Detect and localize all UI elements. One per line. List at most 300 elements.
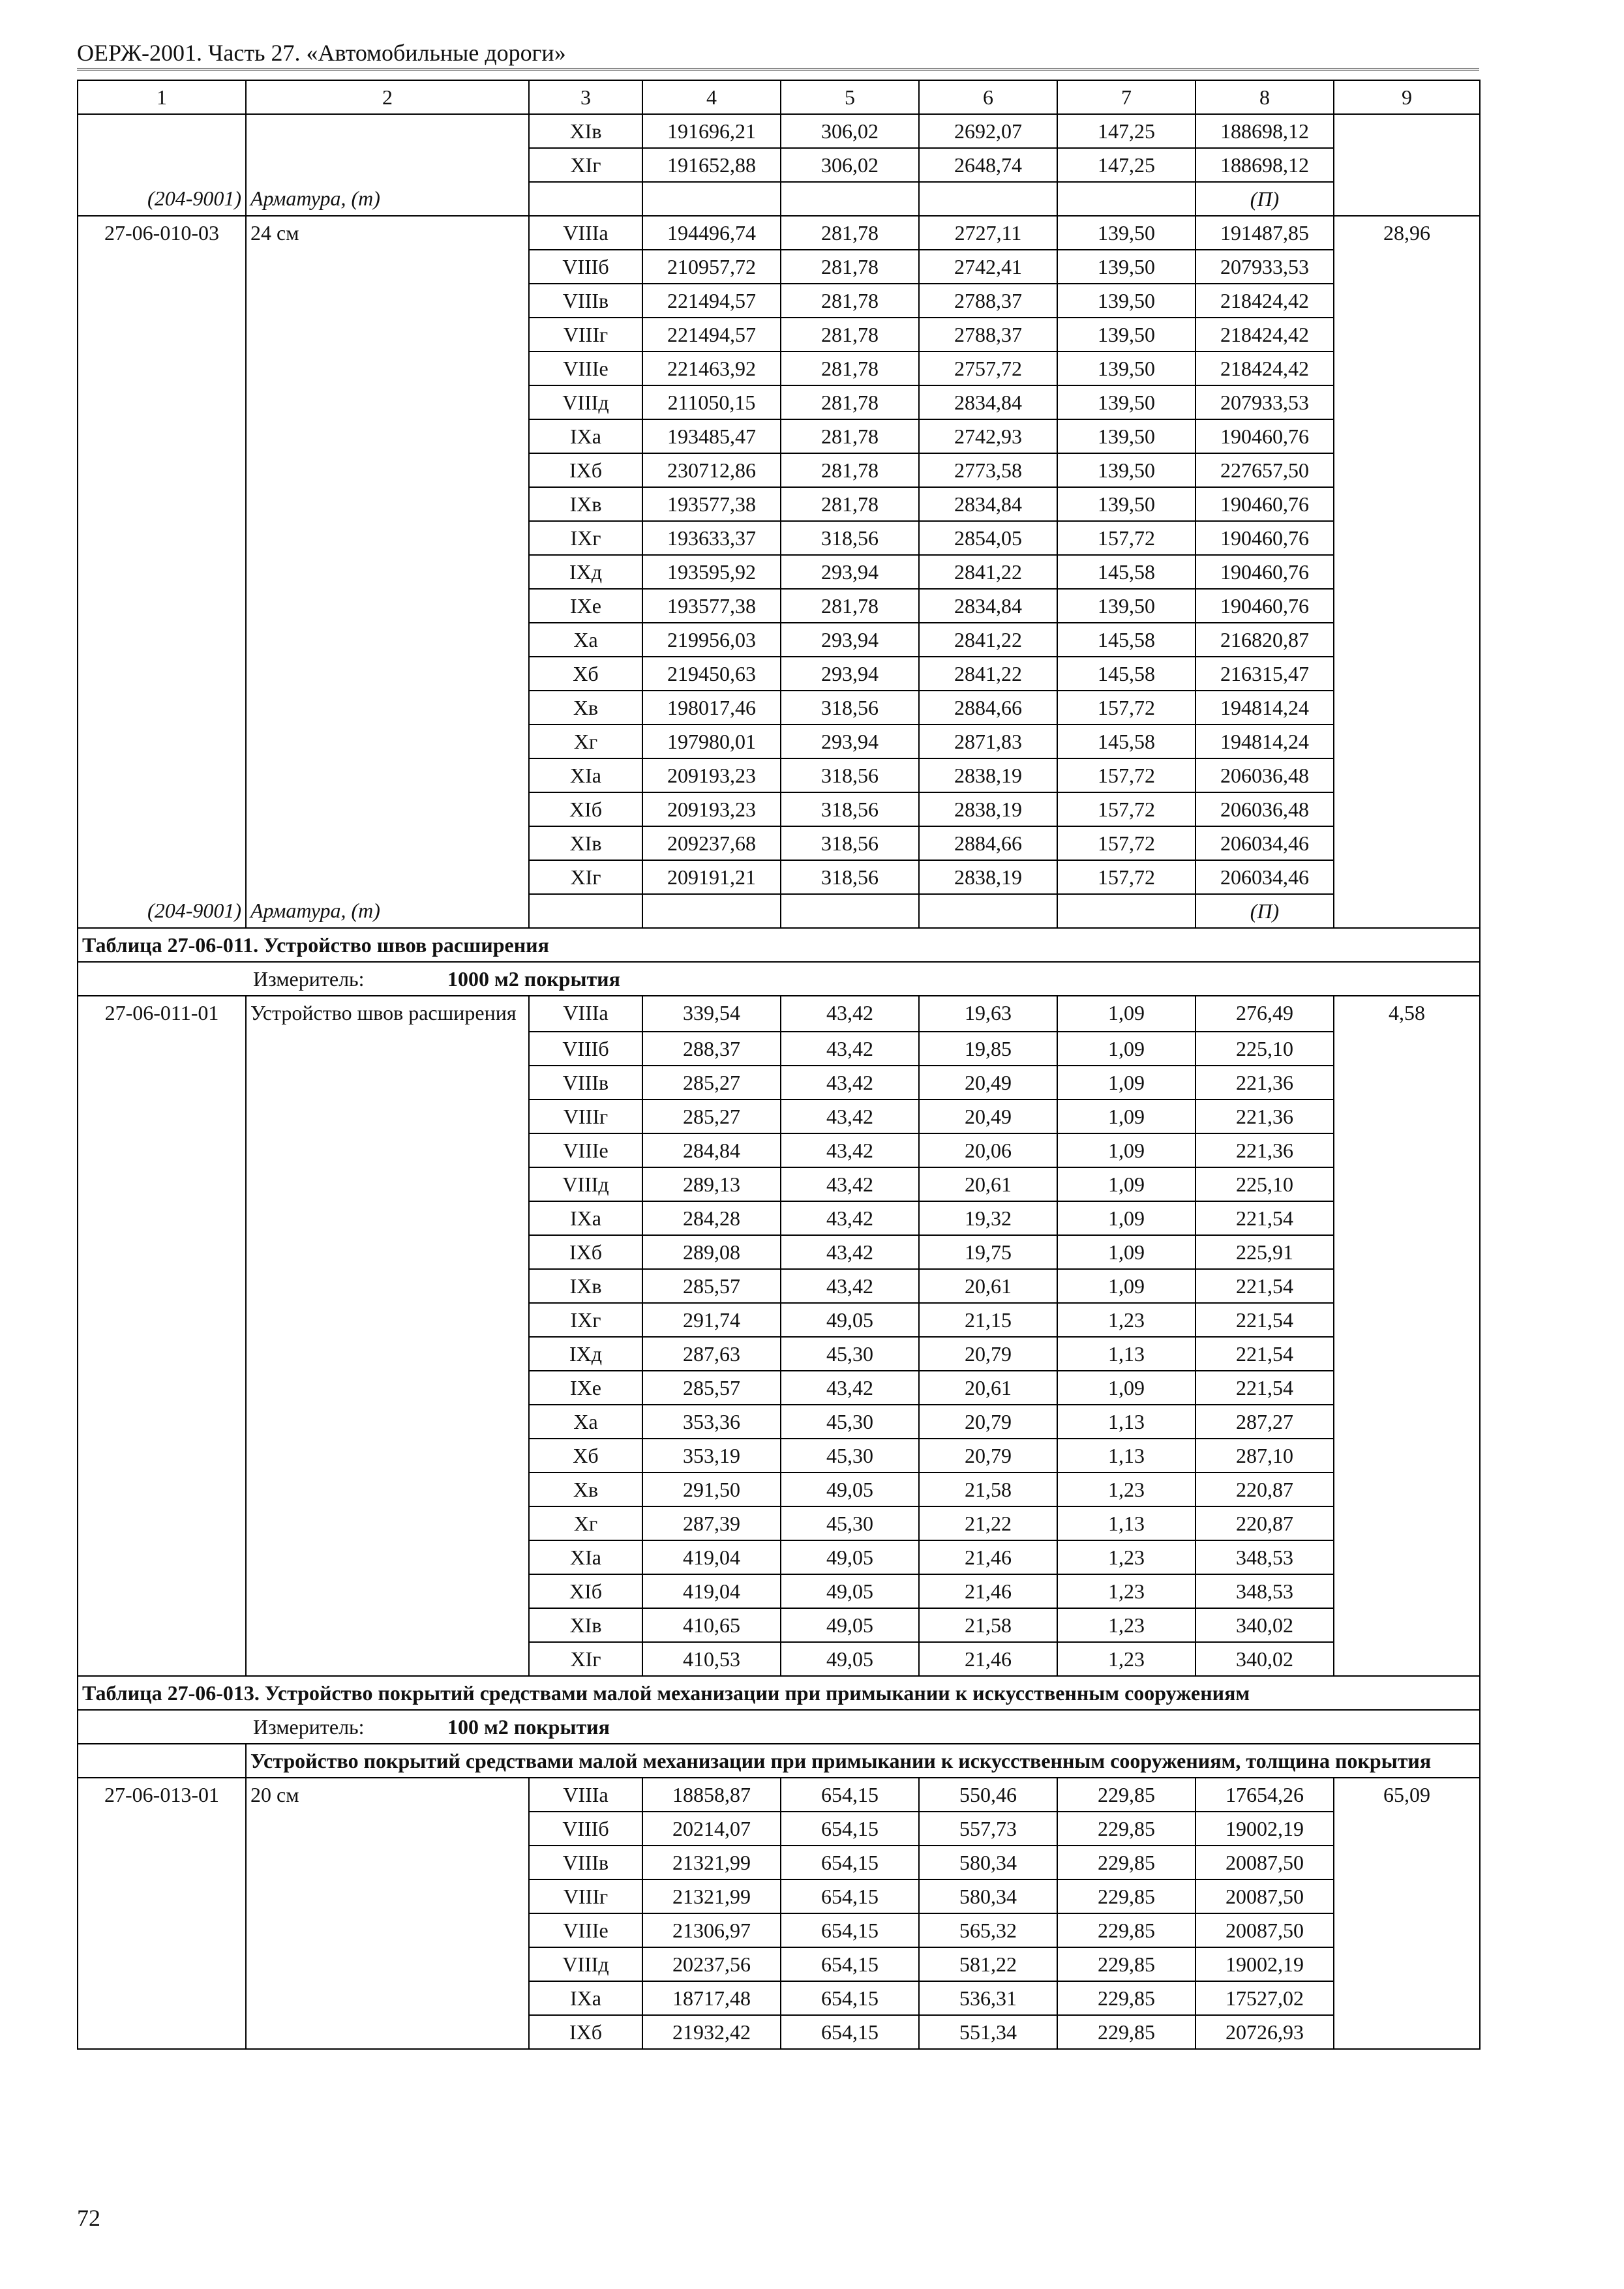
rate-code-cell [78,555,246,589]
mass-cell [1334,1167,1480,1201]
measure-row [78,1710,1480,1744]
value-cell: 193485,47 [642,419,781,453]
value-cell: 285,57 [642,1269,781,1303]
rate-desc-cell [246,1405,529,1439]
value-cell: 293,94 [781,725,919,758]
measure-value: 1000 м2 покрытия [447,967,620,991]
value-cell: 218424,42 [1195,352,1334,385]
zone-cell: XIг [529,860,642,894]
mass-cell [1334,1371,1480,1405]
page-number: 72 [77,2205,100,2231]
value-cell: 21,22 [919,1506,1057,1540]
measure-label: Измеритель: [253,967,365,991]
value-cell: 19002,19 [1195,1947,1334,1981]
value-cell: 2773,58 [919,453,1057,487]
value-cell: 229,85 [1057,2015,1195,2049]
value-cell: 45,30 [781,1337,919,1371]
value-cell: 221,36 [1195,1066,1334,1100]
table-row [78,758,1480,792]
value-cell: 2871,83 [919,725,1057,758]
value-cell: 557,73 [919,1812,1057,1846]
value-cell: 276,49 [1195,996,1334,1032]
value-cell: 209237,68 [642,826,781,860]
material-code: (204-9001) [78,182,246,216]
zone-cell: IXг [529,521,642,555]
mass-cell [1334,1405,1480,1439]
table-row [78,1879,1480,1913]
value-cell: 20,61 [919,1167,1057,1201]
zone-cell: Xа [529,623,642,657]
value-cell: 21,58 [919,1473,1057,1506]
column-number: 5 [781,80,919,114]
rate-code-cell [78,521,246,555]
value-cell: 229,85 [1057,1981,1195,2015]
value-cell: 1,13 [1057,1506,1195,1540]
rate-code-cell [78,1405,246,1439]
value-cell: 281,78 [781,589,919,623]
rate-code-cell [78,1642,246,1676]
empty-cell [529,182,642,216]
rate-desc-cell [246,1879,529,1913]
rate-code-cell [78,691,246,725]
mass-cell [1334,1608,1480,1642]
value-cell: 348,53 [1195,1540,1334,1574]
table-title: Таблица 27-06-013. Устройство покрытий средствами малой механизации при примыкании к искусственным сооружениям [78,1676,1480,1710]
rate-desc-cell [246,1947,529,1981]
rate-desc-cell [246,250,529,284]
value-cell: 43,42 [781,996,919,1032]
value-cell: 221494,57 [642,318,781,352]
value-cell: 139,50 [1057,284,1195,318]
value-cell: 2788,37 [919,318,1057,352]
value-cell: 284,28 [642,1201,781,1235]
rate-code-cell [78,318,246,352]
value-cell: 216315,47 [1195,657,1334,691]
mass-cell: 4,58 [1334,996,1480,1032]
table-row [78,1133,1480,1167]
mass-cell [1334,453,1480,487]
value-cell: 1,13 [1057,1439,1195,1473]
rate-code-cell [78,1201,246,1235]
table-row [78,792,1480,826]
rate-code-cell: 27-06-011-01 [78,996,246,1032]
value-cell: 2838,19 [919,792,1057,826]
value-cell: 227657,50 [1195,453,1334,487]
rate-code-cell [78,1540,246,1574]
value-cell: 43,42 [781,1167,919,1201]
table-row [78,385,1480,419]
header-rule [77,68,1479,70]
table-row [78,623,1480,657]
value-cell: 45,30 [781,1506,919,1540]
zone-cell: VIIIе [529,1913,642,1947]
value-cell: 145,58 [1057,623,1195,657]
zone-cell: VIIIг [529,318,642,352]
column-number: 7 [1057,80,1195,114]
mass-cell [1334,758,1480,792]
value-cell: 654,15 [781,2015,919,2049]
rate-code-cell [78,1608,246,1642]
zone-cell: VIIIа [529,996,642,1032]
mass-cell [1334,1133,1480,1167]
empty-cell [919,182,1057,216]
column-number: 6 [919,80,1057,114]
rate-desc-cell [246,1201,529,1235]
rate-code-cell [78,284,246,318]
value-cell: 145,58 [1057,555,1195,589]
value-cell: 21321,99 [642,1846,781,1879]
rate-desc-cell [246,1981,529,2015]
rate-desc-cell [246,1608,529,1642]
mass-cell [1334,1269,1480,1303]
value-cell: 285,27 [642,1066,781,1100]
value-cell: 1,09 [1057,1100,1195,1133]
mass-cell: 65,09 [1334,1778,1480,1812]
mass-cell [1334,1642,1480,1676]
value-cell: 20214,07 [642,1812,781,1846]
zone-cell: XIб [529,792,642,826]
value-cell: 20,61 [919,1371,1057,1405]
rate-code-cell [78,657,246,691]
rate-desc-cell [246,1540,529,1574]
value-cell: 206036,48 [1195,792,1334,826]
material-code: (204-9001) [78,894,246,928]
value-cell: 45,30 [781,1405,919,1439]
value-cell: 2841,22 [919,555,1057,589]
rate-code-cell [78,1879,246,1913]
value-cell: 20087,50 [1195,1846,1334,1879]
material-row [78,894,1480,928]
value-cell: 18858,87 [642,1778,781,1812]
value-cell: 20,61 [919,1269,1057,1303]
zone-cell: IXд [529,1337,642,1371]
column-number: 8 [1195,80,1334,114]
value-cell: 225,10 [1195,1032,1334,1066]
material-desc: Арматура, (т) [246,182,529,216]
mass-cell [1334,555,1480,589]
value-cell: 281,78 [781,453,919,487]
value-cell: 318,56 [781,860,919,894]
value-cell: 218424,42 [1195,318,1334,352]
rate-code-cell [78,487,246,521]
rate-desc-cell [246,1032,529,1066]
mass-cell [1334,2015,1480,2049]
rate-desc-cell [246,1303,529,1337]
mass-cell [1334,1473,1480,1506]
table-row [78,589,1480,623]
table-row [78,419,1480,453]
value-cell: 318,56 [781,691,919,725]
material-mark: (П) [1195,894,1334,928]
table-title-row [78,1676,1480,1710]
rate-code-cell [78,1439,246,1473]
value-cell: 216820,87 [1195,623,1334,657]
rate-desc-cell [246,792,529,826]
table-title: Таблица 27-06-011. Устройство швов расширения [78,928,1480,962]
zone-cell: VIIIг [529,1100,642,1133]
value-cell: 353,19 [642,1439,781,1473]
value-cell: 289,13 [642,1167,781,1201]
value-cell: 2841,22 [919,623,1057,657]
value-cell: 194814,24 [1195,725,1334,758]
value-cell: 43,42 [781,1269,919,1303]
value-cell: 2727,11 [919,216,1057,250]
rate-desc-cell [246,1066,529,1100]
rate-desc-cell [246,1269,529,1303]
value-cell: 654,15 [781,1981,919,2015]
rate-desc-cell [246,589,529,623]
rate-desc-cell [246,725,529,758]
table-row [78,114,1480,148]
zone-cell: IXа [529,419,642,453]
table-row [78,1100,1480,1133]
zone-cell: VIIIд [529,1167,642,1201]
value-cell: 1,09 [1057,1032,1195,1066]
table-row [78,1778,1480,1812]
mass-cell [1334,1066,1480,1100]
value-cell: 206036,48 [1195,758,1334,792]
empty-cell [1057,182,1195,216]
mass-cell [1334,250,1480,284]
value-cell: 293,94 [781,623,919,657]
table-row [78,1066,1480,1100]
zone-cell: IXб [529,2015,642,2049]
value-cell: 225,10 [1195,1167,1334,1201]
page-header [77,38,1479,70]
value-cell: 139,50 [1057,487,1195,521]
rate-desc-cell [246,284,529,318]
value-cell: 209193,23 [642,792,781,826]
table-row [78,1812,1480,1846]
zone-cell: Xг [529,1506,642,1540]
table-row [78,521,1480,555]
rate-code-cell [78,758,246,792]
value-cell: 318,56 [781,521,919,555]
table-row [78,1913,1480,1947]
zone-cell: IXб [529,453,642,487]
value-cell: 229,85 [1057,1846,1195,1879]
mass-cell [1334,1337,1480,1371]
value-cell: 139,50 [1057,589,1195,623]
rate-desc-cell [246,419,529,453]
value-cell: 291,74 [642,1303,781,1337]
rate-code-cell [78,1032,246,1066]
mass-cell [1334,1846,1480,1879]
value-cell: 219450,63 [642,657,781,691]
zone-cell: XIа [529,758,642,792]
value-cell: 293,94 [781,657,919,691]
rate-desc-cell [246,453,529,487]
value-cell: 17654,26 [1195,1778,1334,1812]
value-cell: 281,78 [781,385,919,419]
table-row [78,1269,1480,1303]
zone-cell: Xб [529,657,642,691]
table-row [78,996,1480,1032]
table-row [78,1201,1480,1235]
value-cell: 287,39 [642,1506,781,1540]
table-row [78,2015,1480,2049]
value-cell: 1,23 [1057,1473,1195,1506]
value-cell: 20087,50 [1195,1913,1334,1947]
value-cell: 2742,93 [919,419,1057,453]
value-cell: 419,04 [642,1540,781,1574]
table-row [78,555,1480,589]
rate-code-cell [78,1269,246,1303]
table-row [78,487,1480,521]
rate-desc-cell [246,114,529,148]
rate-code-cell [78,1337,246,1371]
table-row [78,1506,1480,1540]
mass-cell [1334,148,1480,182]
value-cell: 229,85 [1057,1879,1195,1913]
table-row [78,453,1480,487]
mass-cell [1334,1913,1480,1947]
empty-cell [642,894,781,928]
rate-desc-cell [246,521,529,555]
table-row [78,1642,1480,1676]
value-cell: 21306,97 [642,1913,781,1947]
zone-cell: IXв [529,1269,642,1303]
zone-cell: VIIIб [529,250,642,284]
table-row [78,691,1480,725]
value-cell: 536,31 [919,1981,1057,2015]
value-cell: 218424,42 [1195,284,1334,318]
rate-code-cell [78,385,246,419]
empty-cell [781,894,919,928]
column-number: 3 [529,80,642,114]
zone-cell: VIIIе [529,1133,642,1167]
rate-desc-cell [246,555,529,589]
empty-cell [529,894,642,928]
rate-desc-cell [246,148,529,182]
rate-code-cell [78,1167,246,1201]
value-cell: 1,09 [1057,1201,1195,1235]
value-cell: 219956,03 [642,623,781,657]
value-cell: 221,54 [1195,1269,1334,1303]
value-cell: 19,75 [919,1235,1057,1269]
value-cell: 551,34 [919,2015,1057,2049]
value-cell: 157,72 [1057,826,1195,860]
zone-cell: VIIIг [529,1879,642,1913]
zone-cell: VIIIд [529,385,642,419]
value-cell: 157,72 [1057,860,1195,894]
value-cell: 20,79 [919,1337,1057,1371]
value-cell: 20,79 [919,1405,1057,1439]
table-row [78,1167,1480,1201]
value-cell: 281,78 [781,419,919,453]
table-row [78,725,1480,758]
value-cell: 145,58 [1057,657,1195,691]
header-title: ОЕРЖ-2001. Часть 27. «Автомобильные дороги» [77,40,566,66]
mass-cell: 28,96 [1334,216,1480,250]
value-cell: 220,87 [1195,1506,1334,1540]
zone-cell: IXе [529,589,642,623]
zone-cell: IXа [529,1981,642,2015]
value-cell: 410,65 [642,1608,781,1642]
value-cell: 193595,92 [642,555,781,589]
value-cell: 211050,15 [642,385,781,419]
mass-cell [1334,318,1480,352]
zone-cell: VIIIб [529,1032,642,1066]
value-cell: 157,72 [1057,691,1195,725]
mass-cell [1334,1574,1480,1608]
rate-desc-cell [246,385,529,419]
zone-cell: XIв [529,1608,642,1642]
value-cell: 43,42 [781,1066,919,1100]
zone-cell: IXа [529,1201,642,1235]
rate-code-cell [78,589,246,623]
value-cell: 287,63 [642,1337,781,1371]
value-cell: 348,53 [1195,1574,1334,1608]
value-cell: 221,54 [1195,1201,1334,1235]
value-cell: 43,42 [781,1032,919,1066]
value-cell: 157,72 [1057,792,1195,826]
rate-code-cell [78,826,246,860]
table-row [78,1337,1480,1371]
table-note: Устройство покрытий средствами малой механизации при примыкании к искусственным сооружениям, толщина покрытия [246,1744,1480,1778]
table-row [78,1405,1480,1439]
value-cell: 49,05 [781,1574,919,1608]
rate-desc-cell [246,1506,529,1540]
zone-cell: VIIIа [529,1778,642,1812]
value-cell: 147,25 [1057,114,1195,148]
value-cell: 193577,38 [642,487,781,521]
value-cell: 49,05 [781,1303,919,1337]
value-cell: 287,10 [1195,1439,1334,1473]
rate-desc-cell [246,1371,529,1405]
column-number: 9 [1334,80,1480,114]
value-cell: 139,50 [1057,453,1195,487]
zone-cell: VIIIд [529,1947,642,1981]
zone-cell: XIб [529,1574,642,1608]
measure-value: 100 м2 покрытия [447,1715,610,1739]
value-cell: 206034,46 [1195,826,1334,860]
mass-cell [1334,725,1480,758]
value-cell: 229,85 [1057,1778,1195,1812]
value-cell: 188698,12 [1195,148,1334,182]
rate-code-cell [78,114,246,148]
rate-desc-cell [246,657,529,691]
value-cell: 139,50 [1057,318,1195,352]
rate-desc-cell [246,1913,529,1947]
value-cell: 291,50 [642,1473,781,1506]
mass-cell [1334,487,1480,521]
value-cell: 20,06 [919,1133,1057,1167]
value-cell: 306,02 [781,114,919,148]
value-cell: 139,50 [1057,352,1195,385]
rate-code-cell [78,1981,246,2015]
value-cell: 581,22 [919,1947,1057,1981]
value-cell: 2884,66 [919,826,1057,860]
value-cell: 21,58 [919,1608,1057,1642]
value-cell: 207933,53 [1195,385,1334,419]
value-cell: 43,42 [781,1235,919,1269]
table-row [78,1032,1480,1066]
rate-code-cell [78,1913,246,1947]
mass-cell [1334,1540,1480,1574]
measure-label: Измеритель: [253,1715,365,1739]
value-cell: 19,32 [919,1201,1057,1235]
table-row [78,860,1480,894]
value-cell: 287,27 [1195,1405,1334,1439]
value-cell: 18717,48 [642,1981,781,2015]
rate-desc-cell [246,1167,529,1201]
zone-cell: XIа [529,1540,642,1574]
empty-cell [1334,894,1480,928]
rate-desc-cell [246,623,529,657]
zone-cell: VIIIб [529,1812,642,1846]
value-cell: 2692,07 [919,114,1057,148]
